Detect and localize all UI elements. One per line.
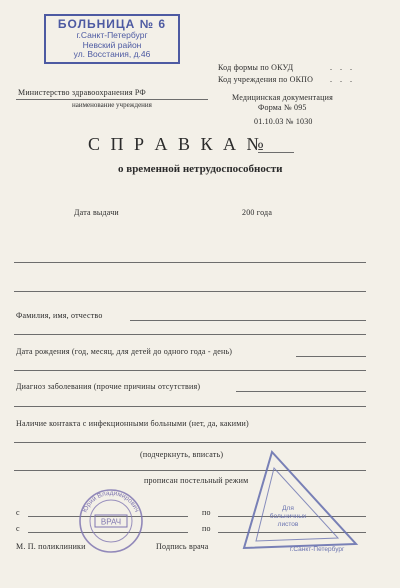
doctor-sign-label: Подпись врача	[156, 542, 209, 551]
round-stamp-ring-text: Юрий Владимирович	[81, 489, 141, 514]
underline-note: (подчеркнуть, вписать)	[140, 450, 224, 459]
ministry-caption: наименование учреждения	[72, 101, 152, 109]
from-label-1: с	[16, 508, 20, 517]
triangle-stamp-city: г.Санкт-Петербург	[290, 546, 345, 553]
number-line	[258, 152, 294, 153]
okud-dots: . . .	[330, 63, 355, 72]
form-number: Форма № 095	[258, 103, 307, 112]
stamp-line-4: ул. Восстания, д.46	[73, 49, 151, 59]
field-contact-line[interactable]	[14, 442, 366, 443]
blank-line-3	[14, 334, 366, 335]
field-birth-label: Дата рождения (год, месяц, для детей до одного года - день)	[16, 347, 233, 356]
issue-date-label: Дата выдачи	[74, 208, 119, 217]
ministry-underline	[16, 99, 208, 100]
triangle-stamp-line3: листов	[277, 521, 299, 528]
blank-line-4	[14, 370, 366, 371]
doctor-round-stamp	[78, 488, 144, 554]
blank-line-5	[14, 406, 366, 407]
page-subtitle: о временной нетрудоспособности	[118, 163, 283, 175]
okpo-label: Код учреждения по ОКПО	[218, 75, 314, 84]
blank-line-2	[14, 291, 366, 292]
round-stamp-text: ВРАЧ	[100, 517, 122, 527]
okud-label: Код формы по ОКУД	[218, 63, 294, 72]
to-label-1: по	[202, 508, 211, 517]
field-name-line[interactable]	[130, 320, 366, 321]
year-label: 200 года	[242, 208, 273, 217]
triangle-stamp	[238, 448, 360, 558]
blank-line-1	[14, 262, 366, 263]
form-order: 01.10.03 № 1030	[254, 117, 313, 126]
stamp-line-1: БОЛЬНИЦА № 6	[57, 17, 167, 31]
okpo-dots: . . .	[330, 75, 355, 84]
field-name-label: Фамилия, имя, отчество	[16, 311, 103, 320]
page-title: С П Р А В К А №	[88, 134, 267, 154]
from-label-2: с	[16, 524, 20, 533]
ministry-name: Министерство здравоохранения РФ	[18, 88, 146, 97]
mp-label: М. П. поликлиники	[16, 542, 86, 551]
triangle-stamp-line1: Для	[282, 505, 294, 512]
doc-type: Медицинская документация	[232, 93, 334, 102]
hospital-stamp	[44, 14, 180, 64]
field-diagnosis-line[interactable]	[236, 391, 366, 392]
stamp-line-2: г.Санкт-Петербург	[76, 30, 148, 40]
field-diagnosis-label: Диагноз заболевания (прочие причины отсутствия)	[16, 382, 201, 391]
field-contact-label: Наличие контакта с инфекционными больными (нет, да, какими)	[16, 419, 249, 428]
triangle-stamp-line2: больничных	[269, 513, 307, 520]
to-label-2: по	[202, 524, 211, 533]
stamp-line-3: Невский район	[82, 39, 142, 50]
regime-label: прописан постельный режим	[144, 476, 249, 485]
field-birth-line[interactable]	[296, 356, 366, 357]
